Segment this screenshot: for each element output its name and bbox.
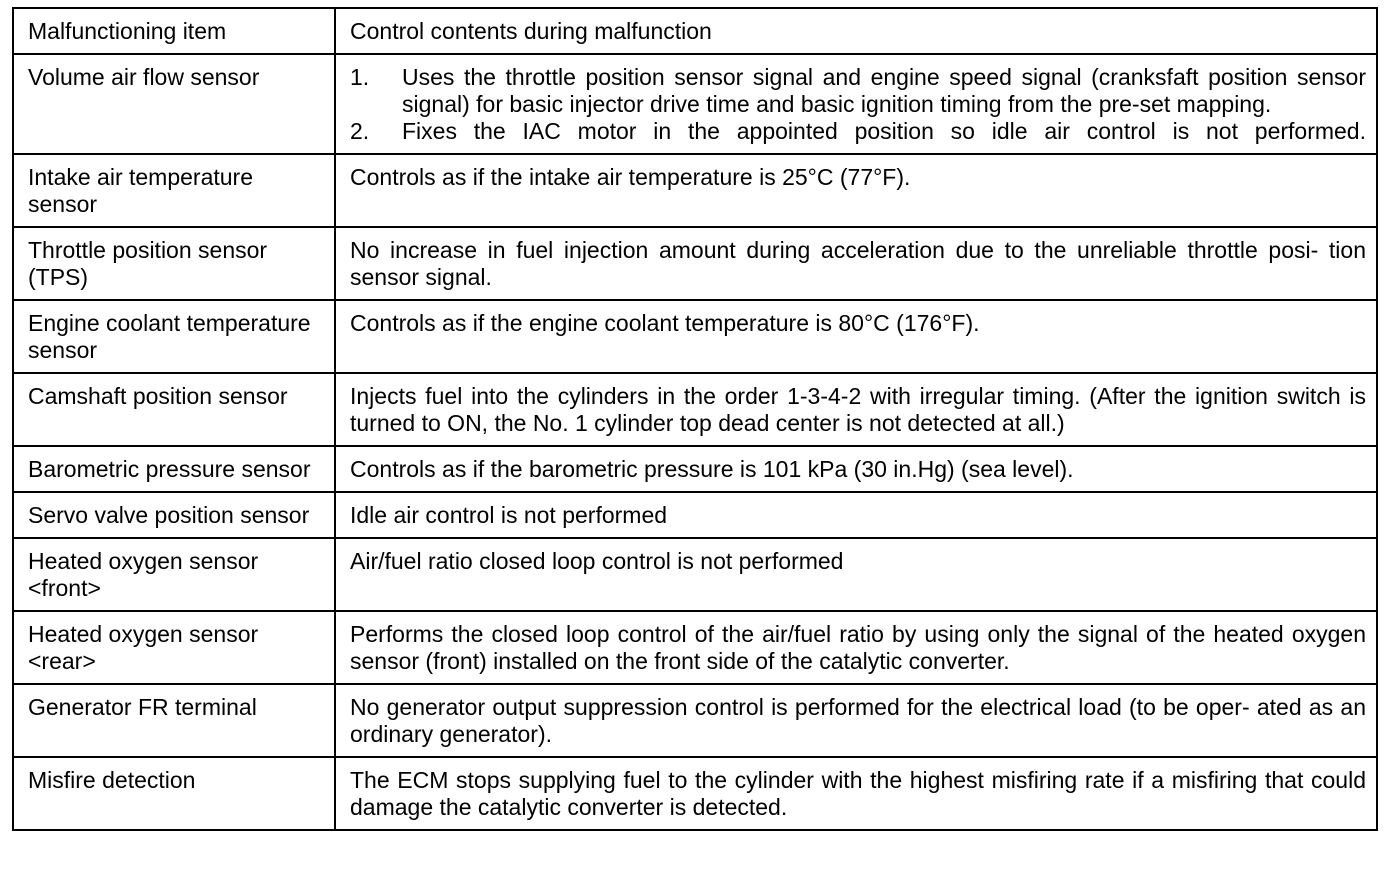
row-item-label: Throttle position sensor (TPS) xyxy=(13,227,335,300)
table-row xyxy=(13,373,1377,446)
row-item-label: Heated oxygen sensor <front> xyxy=(13,538,335,611)
row-content: Controls as if the intake air temperature is 25°C (77°F). xyxy=(335,154,1377,227)
row-item-label: Volume air flow sensor xyxy=(13,54,335,154)
table-row xyxy=(13,757,1377,830)
row-content xyxy=(335,54,1377,154)
row-content: Idle air control is not performed xyxy=(335,492,1377,538)
row-content: Injects fuel into the cylinders in the order 1-3-4-2 with irregular timing. (After the ignition switch is turned to ON, the No. 1 cylinder top dead center is not detected at all.) xyxy=(335,373,1377,446)
table-row xyxy=(13,300,1377,373)
row-content: Performs the closed loop control of the air/fuel ratio by using only the signal of the heated oxygen sensor (front) installed on the front side of the catalytic converter. xyxy=(335,611,1377,684)
row-content: The ECM stops supplying fuel to the cylinder with the highest misfiring rate if a misfiring that could damage the catalytic converter is detected. xyxy=(335,757,1377,830)
list-item xyxy=(350,118,1366,145)
row-content: No generator output suppression control is performed for the electrical load (to be oper- ated as an ordinary generator). xyxy=(335,684,1377,757)
row-item-label: Generator FR terminal xyxy=(13,684,335,757)
row-item-label: Camshaft position sensor xyxy=(13,373,335,446)
row-content: Air/fuel ratio closed loop control is not performed xyxy=(335,538,1377,611)
row-item-label: Intake air temperature sensor xyxy=(13,154,335,227)
list-item-number: 2. xyxy=(350,118,370,144)
row-item-label: Heated oxygen sensor <rear> xyxy=(13,611,335,684)
row-content: No increase in fuel injection amount during acceleration due to the unreliable throttle posi- tion sensor signal. xyxy=(335,227,1377,300)
list-item-text: Fixes the IAC motor in the appointed position so idle air control is not performed. xyxy=(402,118,1366,144)
list-item-number: 1. xyxy=(350,64,370,90)
row-item-label: Engine coolant temperature sensor xyxy=(13,300,335,373)
row-item-label: Misfire detection xyxy=(13,757,335,830)
header-control-contents: Control contents during malfunction xyxy=(335,8,1377,54)
row-content: Controls as if the engine coolant temperature is 80°C (176°F). xyxy=(335,300,1377,373)
table-row xyxy=(13,611,1377,684)
list-item xyxy=(350,64,1366,118)
table-header-row xyxy=(13,8,1377,54)
malfunction-control-table xyxy=(12,7,1378,831)
table-row xyxy=(13,492,1377,538)
table-row xyxy=(13,538,1377,611)
numbered-list xyxy=(350,64,1366,145)
row-item-label: Barometric pressure sensor xyxy=(13,446,335,492)
table-row xyxy=(13,446,1377,492)
row-content: Controls as if the barometric pressure is 101 kPa (30 in.Hg) (sea level). xyxy=(335,446,1377,492)
table-row xyxy=(13,54,1377,154)
row-item-label: Servo valve position sensor xyxy=(13,492,335,538)
list-item-text: Uses the throttle position sensor signal and engine speed signal (cranksfaft position sensor signal) for basic injector drive time and basic ignition timing from the pre-set mapping. xyxy=(402,64,1366,117)
table-row xyxy=(13,684,1377,757)
header-malfunctioning-item: Malfunctioning item xyxy=(13,8,335,54)
table-row xyxy=(13,154,1377,227)
table-row xyxy=(13,227,1377,300)
